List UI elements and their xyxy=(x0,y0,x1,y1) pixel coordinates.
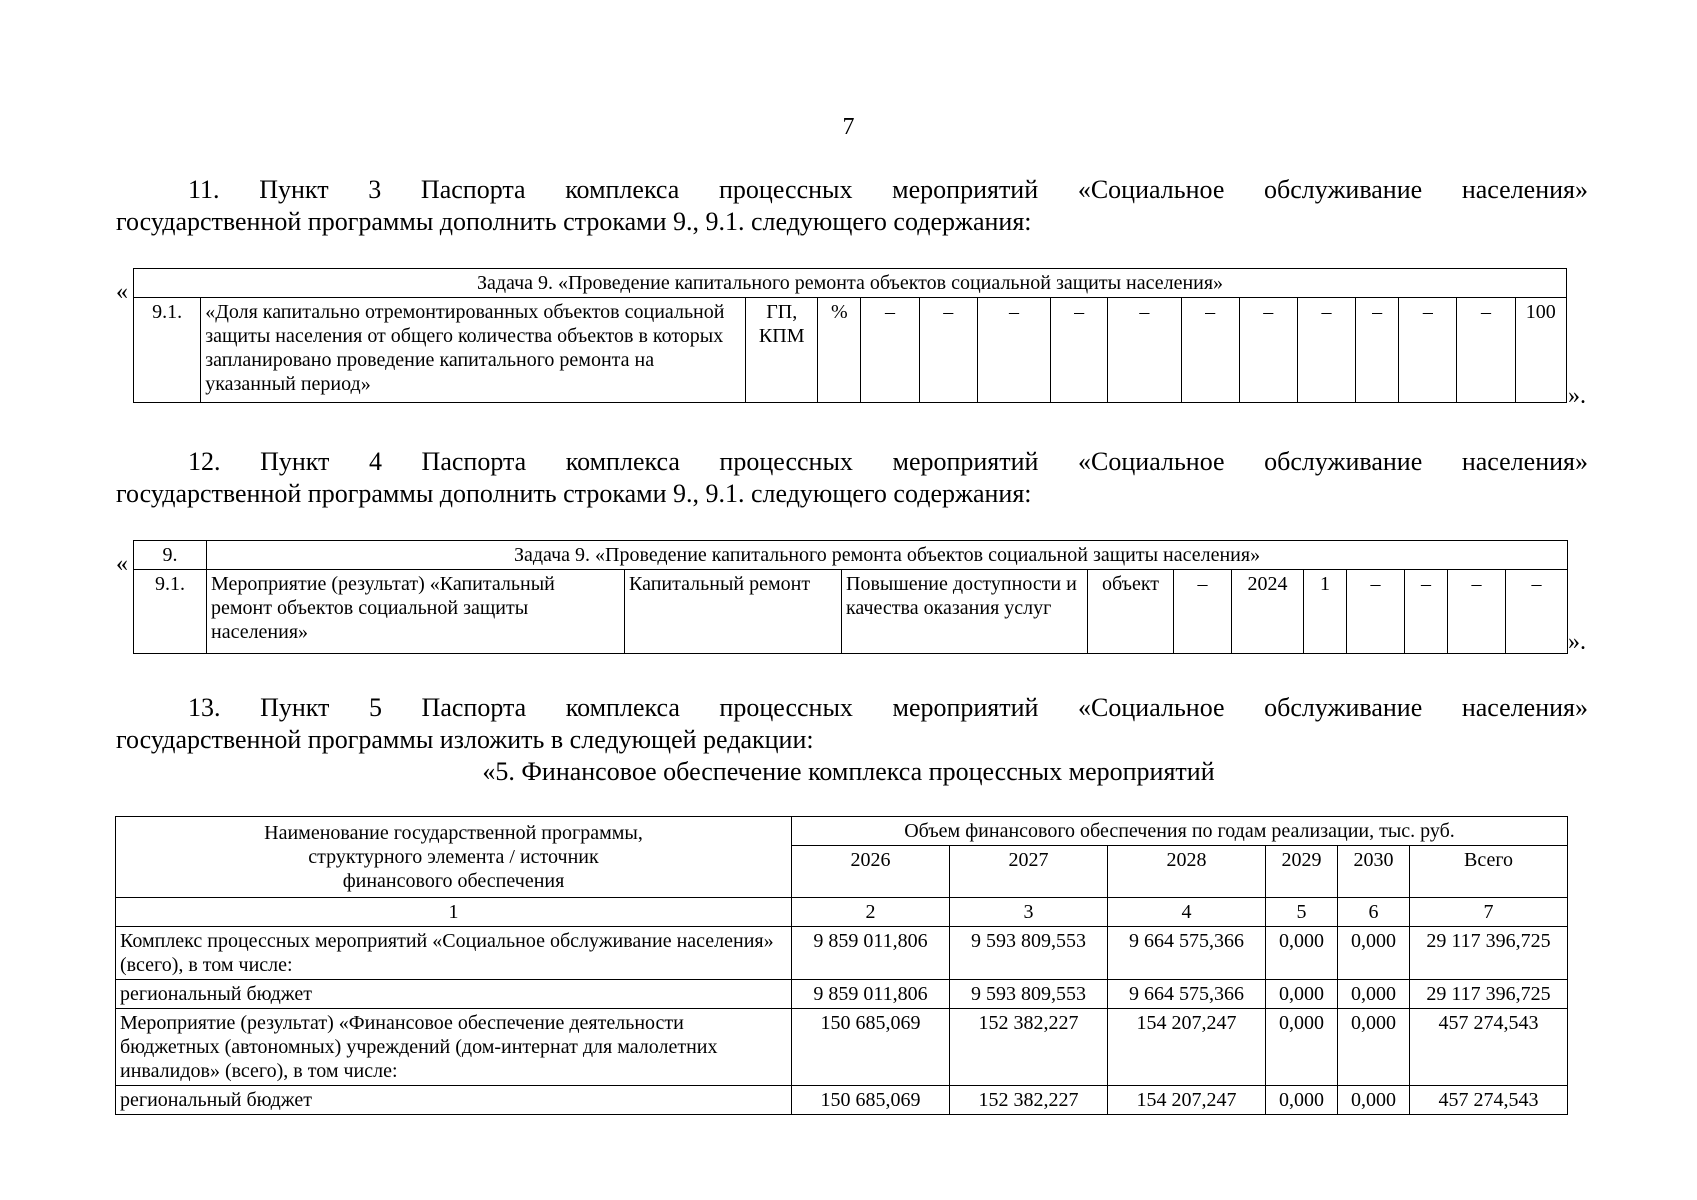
value-cell: 9 859 011,806 xyxy=(792,980,950,1009)
value-cell: – xyxy=(1356,298,1399,403)
paragraph-12 xyxy=(116,446,1588,510)
column-number: 7 xyxy=(1410,898,1568,927)
value-cell: – xyxy=(1051,298,1108,403)
year-header: 2027 xyxy=(950,846,1108,898)
value-cell: – xyxy=(861,298,919,403)
column-number: 2 xyxy=(792,898,950,927)
value-cell: 150 685,069 xyxy=(792,1086,950,1115)
value-cell: 29 117 396,725 xyxy=(1410,980,1568,1009)
table-row xyxy=(116,980,1568,1009)
value-cell: 9 593 809,553 xyxy=(950,980,1108,1009)
value-cell: 150 685,069 xyxy=(792,1009,950,1086)
value-cell: – xyxy=(1448,570,1506,654)
value-cell: 154 207,247 xyxy=(1108,1086,1266,1115)
paragraph-11 xyxy=(116,174,1588,238)
result-name: Мероприятие (результат) «Капитальный ремонт объектов социальной защиты населения» xyxy=(207,570,625,654)
value-cell: 0,000 xyxy=(1338,1086,1410,1115)
open-quote-2: « xyxy=(116,551,128,577)
indicator-level: ГП, КПМ xyxy=(746,298,818,403)
paragraph-12-line2: государственной программы дополнить строками 9., 9.1. следующего содержания: xyxy=(116,479,1032,508)
financing-table xyxy=(115,816,1568,1115)
close-quote-1: ». xyxy=(1568,383,1586,409)
task-title: Задача 9. «Проведение капитального ремонта объектов социальной защиты населения» xyxy=(134,269,1567,298)
result-value: 1 xyxy=(1304,570,1347,654)
paragraph-11-line2: государственной программы дополнить строками 9., 9.1. следующего содержания: xyxy=(116,207,1032,236)
value-cell: – xyxy=(1405,570,1448,654)
column-number: 5 xyxy=(1266,898,1338,927)
result-characteristic: Повышение доступности и качества оказания услуг xyxy=(842,570,1088,654)
base-year: 2024 xyxy=(1232,570,1304,654)
result-unit: объект xyxy=(1088,570,1174,654)
paragraph-11-line1: 11. Пункт 3 Паспорта комплекса процессных мероприятий «Социальное обслуживание населения» xyxy=(188,175,1588,204)
indicator-row xyxy=(134,298,1567,403)
header-name: Наименование государственной программы, структурного элемента / источник финансового обеспечения xyxy=(116,817,792,898)
value-cell: – xyxy=(1506,570,1568,654)
value-cell: 0,000 xyxy=(1266,980,1338,1009)
value-cell: – xyxy=(1297,298,1355,403)
row-number: 9.1. xyxy=(134,570,207,654)
value-cell: – xyxy=(1239,298,1297,403)
year-header: 2028 xyxy=(1108,846,1266,898)
table-row xyxy=(116,927,1568,980)
result-row xyxy=(134,570,1568,654)
value-cell: 457 274,543 xyxy=(1410,1086,1568,1115)
paragraph-12-line1: 12. Пункт 4 Паспорта комплекса процессных мероприятий «Социальное обслуживание населения» xyxy=(188,447,1588,476)
task-title: Задача 9. «Проведение капитального ремонта объектов социальной защиты населения» xyxy=(207,541,1568,570)
task-number: 9. xyxy=(134,541,207,570)
value-cell: – xyxy=(977,298,1050,403)
paragraph-13-line2: государственной программы изложить в следующей редакции: xyxy=(116,725,814,754)
value-cell: 152 382,227 xyxy=(950,1009,1108,1086)
task-row xyxy=(134,541,1568,570)
value-cell: 0,000 xyxy=(1338,927,1410,980)
result-type: Капитальный ремонт xyxy=(625,570,842,654)
close-quote-2: ». xyxy=(1568,629,1586,655)
results-table xyxy=(133,540,1568,654)
year-header: 2029 xyxy=(1266,846,1338,898)
column-number: 3 xyxy=(950,898,1108,927)
value-cell: 0,000 xyxy=(1266,1009,1338,1086)
table-row xyxy=(116,1086,1568,1115)
paragraph-13 xyxy=(116,692,1588,756)
value-cell: 154 207,247 xyxy=(1108,1009,1266,1086)
value-cell: – xyxy=(1457,298,1515,403)
year-header: 2030 xyxy=(1338,846,1410,898)
column-numbers-row xyxy=(116,898,1568,927)
total-header: Всего xyxy=(1410,846,1568,898)
section-heading: «5. Финансовое обеспечение комплекса процессных мероприятий xyxy=(482,757,1215,786)
paragraph-13-line1: 13. Пункт 5 Паспорта комплекса процессных мероприятий «Социальное обслуживание населения» xyxy=(188,693,1588,722)
row-number: 9.1. xyxy=(134,298,201,403)
year-header: 2026 xyxy=(792,846,950,898)
value-cell: – xyxy=(919,298,977,403)
value-cell: 152 382,227 xyxy=(950,1086,1108,1115)
row-name: Комплекс процессных мероприятий «Социальное обслуживание населения» (всего), в том числе: xyxy=(116,927,792,980)
value-cell: – xyxy=(1399,298,1457,403)
value-cell: 9 664 575,366 xyxy=(1108,927,1266,980)
indicator-unit: % xyxy=(818,298,861,403)
task-row xyxy=(134,269,1567,298)
value-cell: 0,000 xyxy=(1338,1009,1410,1086)
value-cell: 9 664 575,366 xyxy=(1108,980,1266,1009)
indicator-name: «Доля капитально отремонтированных объектов социальной защиты населения от общего количества объектов в которых запланировано проведение капитального ремонта на указанный период» xyxy=(201,298,746,403)
table-row xyxy=(116,1009,1568,1086)
value-cell: 0,000 xyxy=(1266,1086,1338,1115)
header-row xyxy=(116,817,1568,846)
column-number: 4 xyxy=(1108,898,1266,927)
value-cell: 9 593 809,553 xyxy=(950,927,1108,980)
header-volume: Объем финансового обеспечения по годам реализации, тыс. руб. xyxy=(792,817,1568,846)
value-cell: – xyxy=(1108,298,1181,403)
value-cell: 29 117 396,725 xyxy=(1410,927,1568,980)
value-cell: 9 859 011,806 xyxy=(792,927,950,980)
value-cell: – xyxy=(1347,570,1405,654)
indicators-table xyxy=(133,268,1567,403)
value-cell: 100 xyxy=(1515,298,1566,403)
row-name: Мероприятие (результат) «Финансовое обеспечение деятельности бюджетных (автономных) учреждений (дом-интернат для малолетних инвалидов» (всего), в том числе: xyxy=(116,1009,792,1086)
page-number: 7 xyxy=(842,114,855,140)
column-number: 1 xyxy=(116,898,792,927)
value-cell: 0,000 xyxy=(1338,980,1410,1009)
open-quote-1: « xyxy=(116,279,128,305)
value-cell: 457 274,543 xyxy=(1410,1009,1568,1086)
value-cell: 0,000 xyxy=(1266,927,1338,980)
column-number: 6 xyxy=(1338,898,1410,927)
value-cell: – xyxy=(1181,298,1239,403)
row-name: региональный бюджет xyxy=(116,980,792,1009)
row-name: региональный бюджет xyxy=(116,1086,792,1115)
base-value: – xyxy=(1174,570,1232,654)
